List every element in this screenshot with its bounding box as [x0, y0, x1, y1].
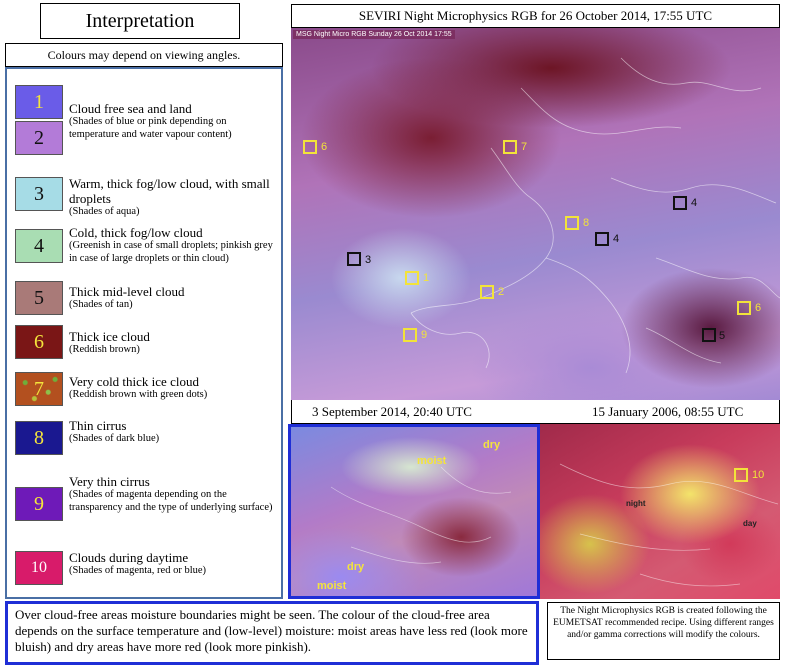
legend-swatch-8: [15, 421, 63, 455]
legend-num-5: 5: [34, 287, 44, 309]
legend-num-3: 3: [34, 183, 44, 205]
legend-title-7: Very cold thick ice cloud: [69, 374, 199, 389]
marker-label-1: 1: [423, 272, 430, 284]
legend-text-5: [69, 284, 279, 312]
label-dry-bottom: dry: [347, 561, 365, 573]
marker-box-6a: [303, 140, 317, 154]
label-night: night: [626, 499, 646, 508]
legend-num-4: 4: [34, 235, 44, 257]
legend-text-4: [69, 225, 279, 265]
marker-label-10: 10: [752, 469, 765, 481]
marker-box-4a: [673, 196, 687, 210]
legend-title-5: Thick mid-level cloud: [69, 284, 185, 299]
marker-label-7: 7: [521, 141, 528, 153]
legend-num-6: 6: [34, 331, 44, 353]
marker-label-4b: 4: [613, 233, 620, 245]
marker-box-8: [565, 216, 579, 230]
legend-num-8: 8: [34, 427, 44, 449]
marker-box-3: [347, 252, 361, 266]
marker-box-6b: [737, 301, 751, 315]
marker-box-5: [702, 328, 716, 342]
legend-num-10: 10: [31, 559, 47, 576]
legend-text-6: [69, 329, 279, 357]
legend-desc-7: (Reddish brown with green dots): [69, 389, 208, 400]
legend-text-7: [69, 374, 279, 402]
satellite-image-main: [291, 28, 780, 400]
marker-box-4b: [595, 232, 609, 246]
page-title: Interpretation: [40, 3, 240, 39]
legend-swatch-1: [15, 85, 63, 119]
left-image-date: 3 September 2014, 20:40 UTC: [312, 404, 472, 419]
legend-swatch-4: [15, 229, 63, 263]
legend-panel: [5, 67, 283, 599]
legend-num-9: 9: [34, 493, 44, 515]
marker-label-6a: 6: [321, 141, 328, 153]
legend-swatch-3: [15, 177, 63, 211]
legend-desc-8: (Shades of dark blue): [69, 433, 160, 444]
legend-title-10: Clouds during daytime: [69, 550, 189, 565]
marker-label-9: 9: [421, 329, 428, 341]
coastline-overlay: [291, 28, 780, 400]
legend-num-2: 2: [34, 127, 44, 149]
legend-desc-4: (Greenish in case of small droplets; pinkish grey in case of large droplets or thin cloud): [69, 240, 273, 264]
main-image-title: SEVIRI Night Microphysics RGB for 26 October 2014, 17:55 UTC: [291, 4, 780, 28]
legend-desc-9: (Shades of magenta depending on the transparency and the type of underlying surface): [69, 489, 273, 513]
marker-label-5: 5: [719, 330, 726, 342]
right-image-date: 15 January 2006, 08:55 UTC: [592, 404, 744, 419]
legend-text-8: [69, 418, 279, 446]
legend-title-9: Very thin cirrus: [69, 474, 150, 489]
bottom-images-date-bar: [291, 400, 780, 424]
label-moist-bottom: moist: [317, 580, 347, 592]
satellite-image-september: [288, 424, 540, 599]
coastline-overlay-january: [540, 424, 780, 599]
legend-text-1: [69, 101, 279, 141]
legend-swatch-7: [15, 372, 63, 406]
legend-text-9: [69, 474, 279, 514]
legend-note: Colours may depend on viewing angles.: [5, 43, 283, 67]
marker-box-7: [503, 140, 517, 154]
legend-num-1: 1: [34, 91, 44, 113]
legend-title-1: Cloud free sea and land: [69, 101, 192, 116]
legend-text-3: [69, 176, 279, 219]
legend-title-8: Thin cirrus: [69, 418, 127, 433]
legend-desc-10: (Shades of magenta, red or blue): [69, 565, 207, 576]
legend-swatch-9: [15, 487, 63, 521]
marker-box-2: [480, 285, 494, 299]
legend-num-7: 7: [34, 378, 44, 400]
legend-desc-5: (Shades of tan): [69, 299, 133, 310]
label-moist-top: moist: [417, 455, 447, 467]
marker-box-10: [734, 468, 748, 482]
legend-swatch-2: [15, 121, 63, 155]
marker-label-2: 2: [498, 286, 505, 298]
legend-desc-6: (Reddish brown): [69, 344, 140, 355]
marker-box-1: [405, 271, 419, 285]
satellite-image-january: [540, 424, 780, 599]
legend-title-6: Thick ice cloud: [69, 329, 150, 344]
marker-label-6b: 6: [755, 302, 762, 314]
legend-swatch-10: [15, 551, 63, 585]
legend-swatch-6: [15, 325, 63, 359]
legend-swatch-5: [15, 281, 63, 315]
marker-label-3: 3: [365, 254, 372, 266]
recipe-note: The Night Microphysics RGB is created following the EUMETSAT recommended recipe. Using different ranges and/or gamma corrections will modify the colours.: [547, 602, 780, 660]
moisture-note: Over cloud-free areas moisture boundaries might be seen. The colour of the cloud-free area depends on the surface temperature and (low-level) moisture: moist areas have less red (look more bluish) and dry areas have more red (look more pinkish).: [5, 601, 539, 665]
label-day: day: [743, 519, 757, 528]
legend-title-3: Warm, thick fog/low cloud, with small droplets: [69, 176, 270, 206]
legend-text-10: [69, 550, 279, 578]
marker-box-9: [403, 328, 417, 342]
legend-desc-3: (Shades of aqua): [69, 206, 140, 217]
marker-label-4a: 4: [691, 197, 698, 209]
legend-title-4: Cold, thick fog/low cloud: [69, 225, 203, 240]
image-timestamp-badge: MSG Night Micro RGB Sunday 26 Oct 2014 17:55: [293, 30, 455, 39]
coastline-overlay-september: [291, 427, 537, 596]
label-dry-top: dry: [483, 439, 501, 451]
legend-desc-1: (Shades of blue or pink depending on temperature and water vapour content): [69, 116, 232, 140]
marker-label-8: 8: [583, 217, 590, 229]
